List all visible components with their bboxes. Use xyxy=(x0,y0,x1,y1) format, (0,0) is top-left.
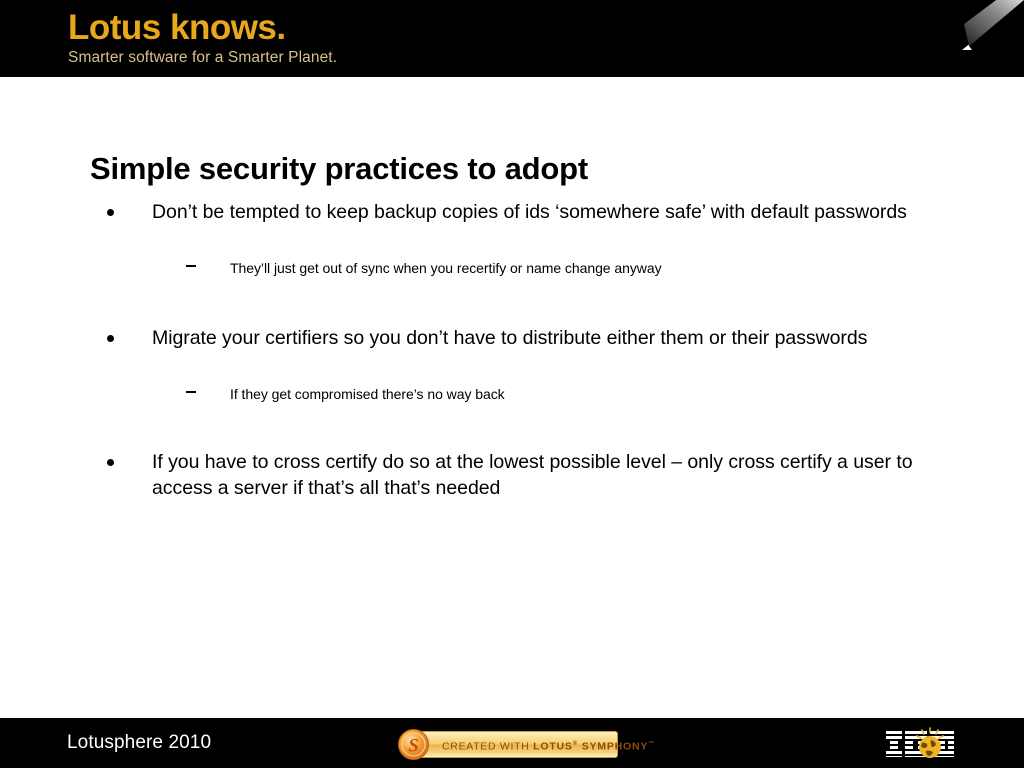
symphony-s-medallion-icon xyxy=(398,729,429,760)
slide-header-bar xyxy=(0,0,1024,77)
symphony-registered-mark: ® xyxy=(572,741,578,747)
list-item-label: If they get compromised there’s no way back xyxy=(230,386,505,402)
symphony-trademark-mark: ™ xyxy=(648,741,656,747)
symphony-badge-prefix: CREATED WITH xyxy=(442,740,534,753)
spacer xyxy=(0,279,1024,325)
list-item xyxy=(0,259,1024,279)
spacer xyxy=(0,227,1024,259)
list-item-label: Don’t be tempted to keep backup copies of ids ‘somewhere safe’ with default passwords xyxy=(152,201,907,223)
bullet-dot-icon xyxy=(107,209,114,216)
slide-content-area xyxy=(0,77,1024,718)
lotus-brand-block xyxy=(68,8,337,67)
event-name-label: Lotusphere 2010 xyxy=(67,732,212,753)
created-with-lotus-symphony-badge xyxy=(398,729,656,760)
symphony-badge-product: SYMPHONY xyxy=(577,740,649,753)
symphony-badge-label xyxy=(442,738,656,753)
spacer xyxy=(0,353,1024,385)
bullet-dot-icon xyxy=(107,459,114,466)
spacer xyxy=(0,405,1024,449)
svg-text:S: S xyxy=(408,735,419,757)
bullet-list xyxy=(0,199,1024,501)
page-title: Simple security practices to adopt xyxy=(90,151,588,186)
bullet-dash-icon xyxy=(186,265,196,267)
list-item xyxy=(0,449,1024,501)
smarter-planet-globe-icon xyxy=(913,727,947,761)
list-item xyxy=(0,385,1024,405)
smarter-planet-tagline: Smarter software for a Smarter Planet. xyxy=(68,49,338,66)
page-curl-icon xyxy=(962,0,1024,50)
list-item xyxy=(0,325,1024,353)
list-item-label: They’ll just get out of sync when you recertify or name change anyway xyxy=(230,260,662,276)
symphony-badge-brand: LOTUS xyxy=(533,740,573,753)
list-item xyxy=(0,199,1024,227)
bullet-dash-icon xyxy=(186,391,196,393)
lotus-knows-wordmark: Lotus knows. xyxy=(68,8,286,47)
bullet-dot-icon xyxy=(107,335,114,342)
list-item-label: Migrate your certifiers so you don’t have to distribute either them or their passwords xyxy=(152,327,868,349)
list-item-label: If you have to cross certify do so at the lowest possible level – only cross certify a user to access a server if that’s all that’s needed xyxy=(152,451,913,499)
